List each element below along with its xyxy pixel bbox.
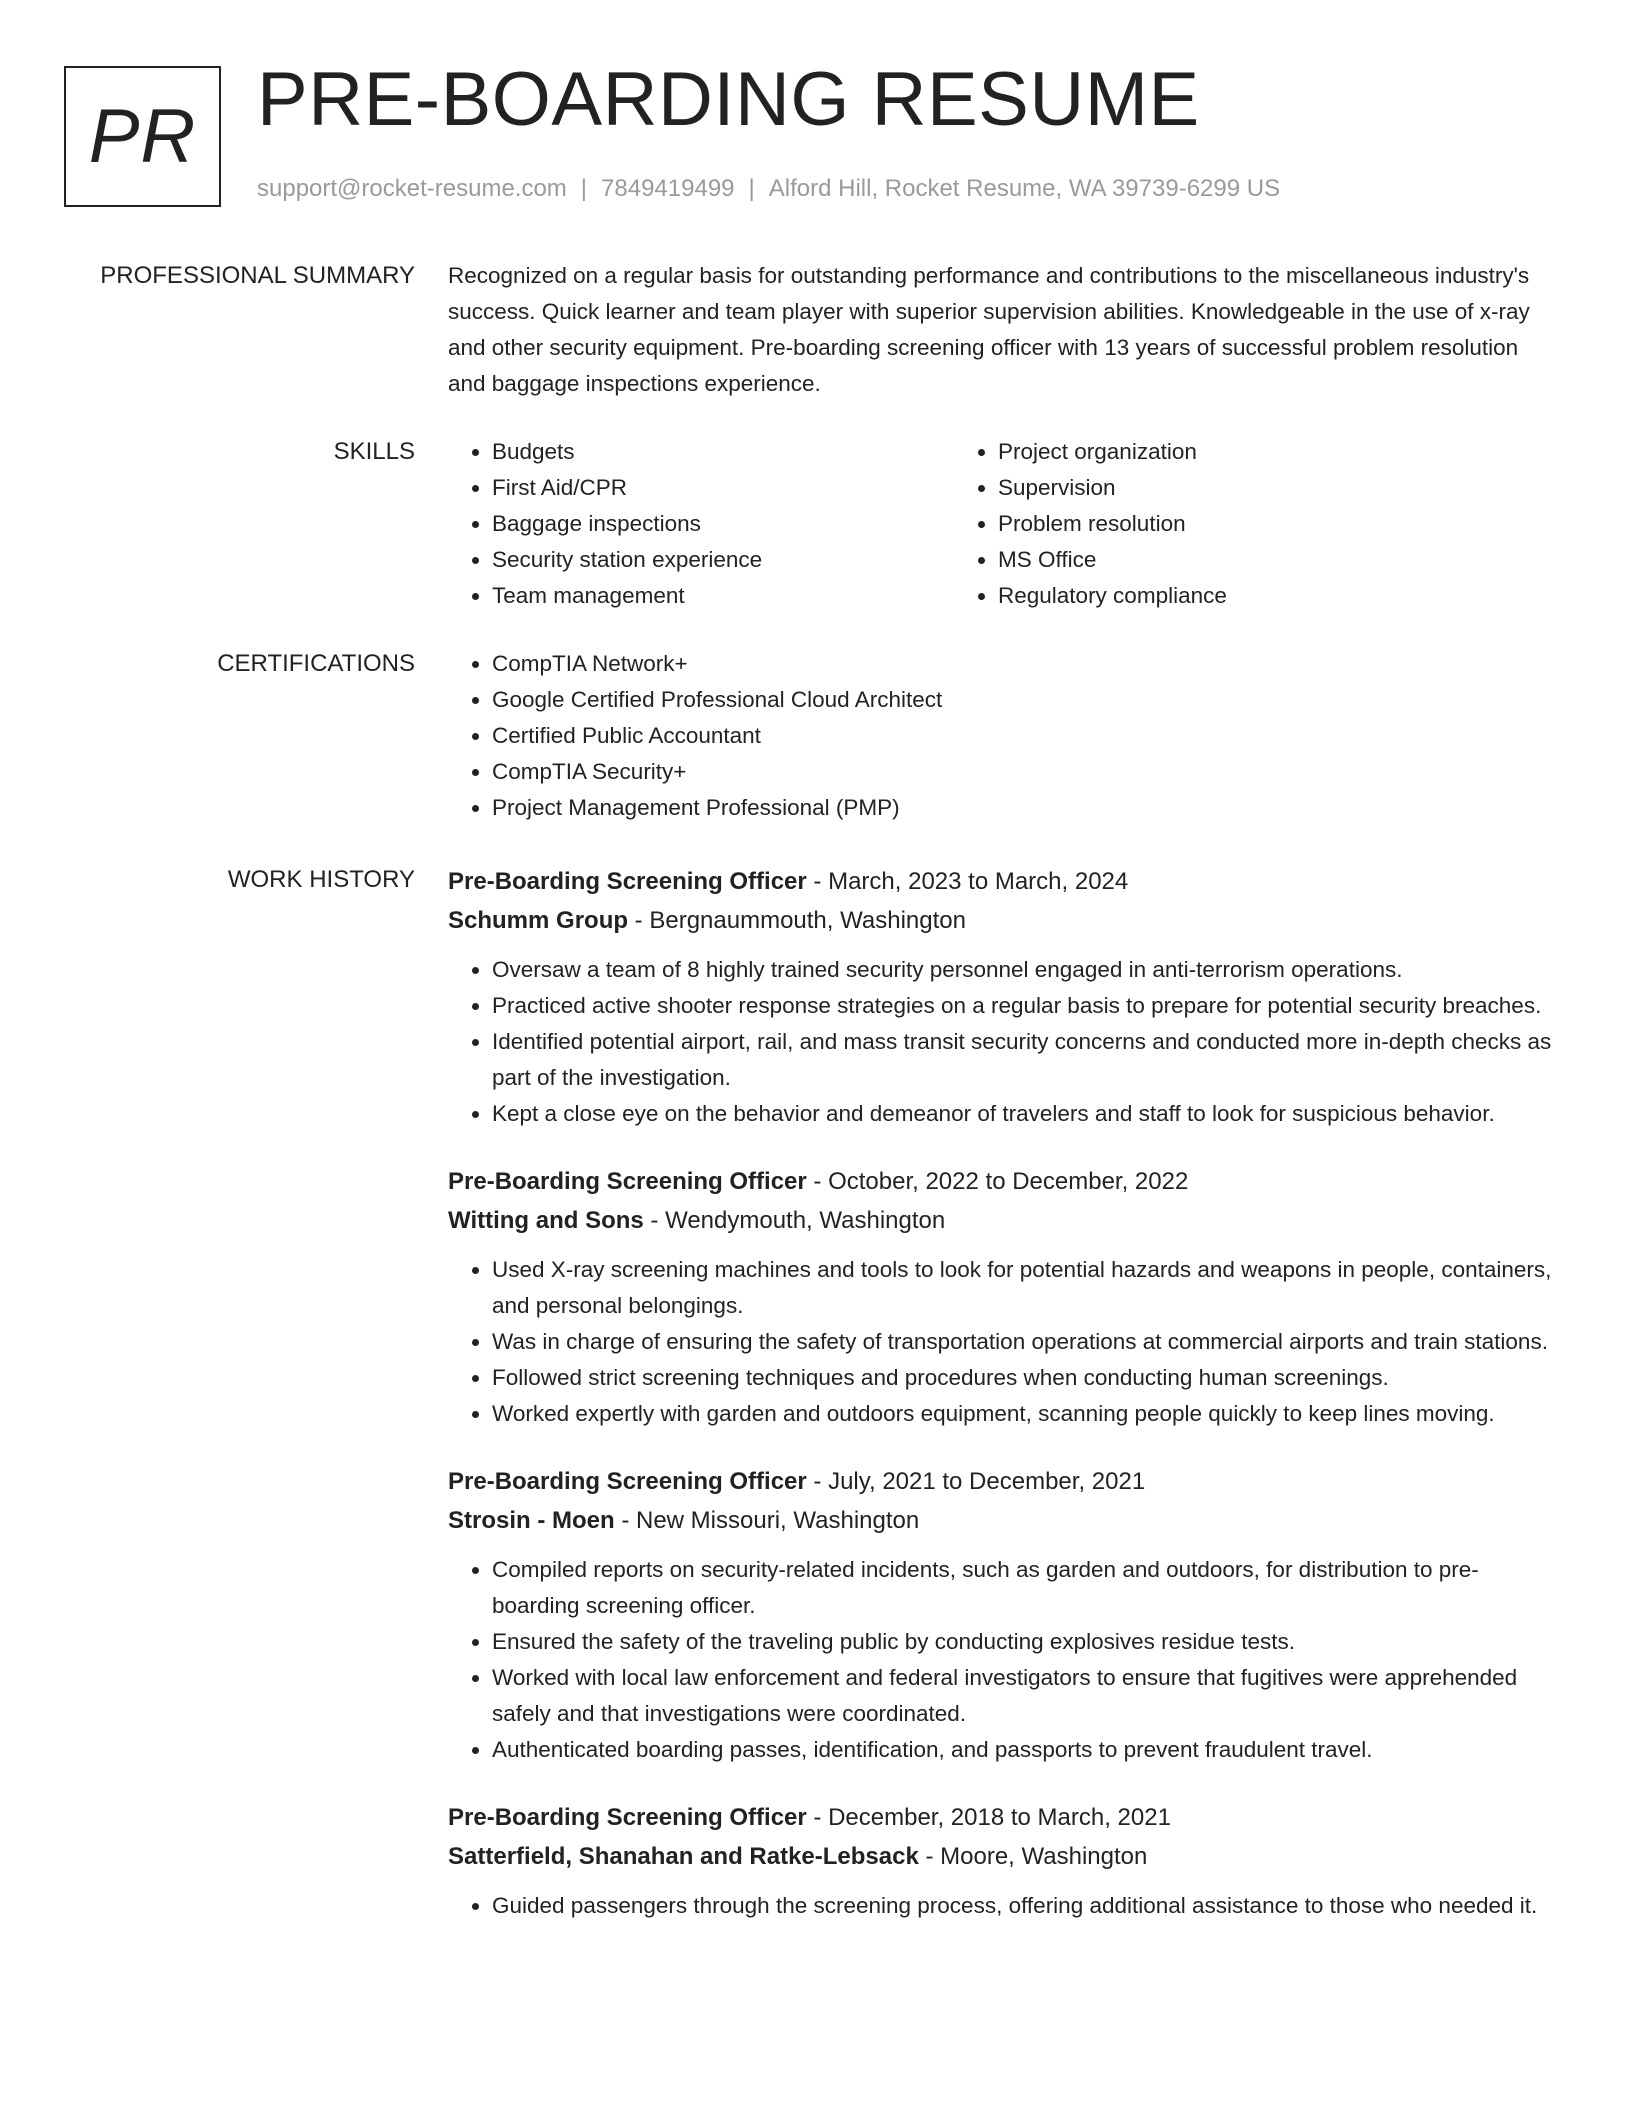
job-duty: • Guided passengers through the screening process, offering additional assistance to those who needed it. [492, 1888, 1558, 1924]
certifications-list [448, 646, 1558, 826]
job-company-line [448, 1201, 1558, 1240]
job-duty: • Oversaw a team of 8 highly trained security personnel engaged in anti-terrorism operations. [492, 952, 1558, 988]
job-company: Witting and Sons [448, 1207, 644, 1234]
summary-body [448, 258, 1558, 402]
job-duty: • Worked expertly with garden and outdoors equipment, scanning people quickly to keep lines moving. [492, 1396, 1558, 1432]
job-title: Pre-Boarding Screening Officer [448, 1468, 807, 1495]
contact-email: support@rocket-resume.com [257, 175, 567, 202]
skill-item: • First Aid/CPR [492, 470, 954, 506]
certification-item: • Project Management Professional (PMP) [492, 790, 1558, 826]
job-dates: - December, 2018 to March, 2021 [806, 1804, 1171, 1831]
certifications-body [448, 646, 1558, 826]
certifications-heading: CERTIFICATIONS [217, 650, 415, 677]
job-duty: • Compiled reports on security-related incidents, such as garden and outdoors, for distribution to pre-boarding screening officer. [492, 1552, 1558, 1624]
job-duties-list [448, 1888, 1558, 1924]
certification-item: • CompTIA Security+ [492, 754, 1558, 790]
job-entry [448, 1798, 1558, 1924]
job-duties-list [448, 952, 1558, 1132]
skill-item: • Budgets [492, 434, 954, 470]
job-title: Pre-Boarding Screening Officer [448, 1168, 807, 1195]
job-company: Schumm Group [448, 907, 629, 934]
skill-item: • Baggage inspections [492, 506, 954, 542]
job-duty: • Kept a close eye on the behavior and demeanor of travelers and staff to look for suspicious behavior. [492, 1096, 1558, 1132]
contact-separator: | [580, 175, 588, 202]
job-location: - Bergnaummouth, Washington [628, 907, 966, 934]
skill-item: • Security station experience [492, 542, 954, 578]
certification-item: • Certified Public Accountant [492, 718, 1558, 754]
monogram-badge: PR [64, 66, 221, 207]
job-duty: • Identified potential airport, rail, and mass transit security concerns and conducted more in-depth checks as part of the investigation. [492, 1024, 1558, 1096]
job-title: Pre-Boarding Screening Officer [448, 1804, 807, 1831]
certification-item: • CompTIA Network+ [492, 646, 1558, 682]
job-title-line [448, 1798, 1558, 1837]
skill-item: • Supervision [998, 470, 1460, 506]
job-dates: - March, 2023 to March, 2024 [806, 868, 1129, 895]
job-title-line [448, 1462, 1558, 1501]
contact-separator: | [748, 175, 755, 202]
job-duty: • Followed strict screening techniques and procedures when conducting human screenings. [492, 1360, 1558, 1396]
resume-title: PRE-BOARDING RESUME [257, 57, 1200, 142]
skills-list-right [954, 434, 1460, 614]
job-duty: • Practiced active shooter response strategies on a regular basis to prepare for potential security breaches. [492, 988, 1558, 1024]
job-location: - New Missouri, Washington [614, 1507, 920, 1534]
job-entry [448, 1162, 1558, 1432]
job-duty: • Used X-ray screening machines and tools to look for potential hazards and weapons in people, containers, and personal belongings. [492, 1252, 1558, 1324]
skill-item: • Problem resolution [998, 506, 1460, 542]
job-title-line [448, 862, 1558, 901]
job-duties-list [448, 1552, 1558, 1768]
job-entry [448, 862, 1558, 1132]
job-duty: • Was in charge of ensuring the safety of transportation operations at commercial airports and train stations. [492, 1324, 1558, 1360]
job-dates: - October, 2022 to December, 2022 [806, 1168, 1189, 1195]
work-history-heading: WORK HISTORY [227, 866, 415, 893]
job-company-line [448, 1837, 1558, 1876]
contact-line [257, 175, 1280, 203]
skills-body [448, 434, 1558, 614]
job-entry [448, 1462, 1558, 1768]
job-company-line [448, 901, 1558, 940]
job-duty: • Ensured the safety of the traveling public by conducting explosives residue tests. [492, 1624, 1558, 1660]
job-location: - Wendymouth, Washington [643, 1207, 946, 1234]
job-duties-list [448, 1252, 1558, 1432]
contact-phone: 7849419499 [601, 175, 735, 202]
job-title: Pre-Boarding Screening Officer [448, 868, 807, 895]
job-company-line [448, 1501, 1558, 1540]
summary-text: Recognized on a regular basis for outstanding performance and contributions to the miscellaneous industry's success. Quick learner and team player with superior supervision abilities. Knowledgeable in the use of x-ray and other security equipment. Pre-boarding screening officer with 13 years of successful problem resolution and baggage inspections experience. [448, 263, 1530, 396]
certification-item: • Google Certified Professional Cloud Architect [492, 682, 1558, 718]
skills-list-left [448, 434, 954, 614]
skill-item: • Project organization [998, 434, 1460, 470]
contact-address: Alford Hill, Rocket Resume, WA 39739-6299 US [768, 175, 1281, 202]
skill-item: • MS Office [998, 542, 1460, 578]
skills-heading: SKILLS [333, 438, 415, 465]
summary-heading: PROFESSIONAL SUMMARY [100, 262, 415, 289]
job-duty: • Authenticated boarding passes, identification, and passports to prevent fraudulent travel. [492, 1732, 1558, 1768]
skill-item: • Team management [492, 578, 954, 614]
work-history-body [448, 862, 1558, 1954]
skill-item: • Regulatory compliance [998, 578, 1460, 614]
job-duty: • Worked with local law enforcement and federal investigators to ensure that fugitives were apprehended safely and that investigations were coordinated. [492, 1660, 1558, 1732]
job-location: - Moore, Washington [918, 1843, 1148, 1870]
job-title-line [448, 1162, 1558, 1201]
job-dates: - July, 2021 to December, 2021 [806, 1468, 1146, 1495]
job-company: Satterfield, Shanahan and Ratke-Lebsack [448, 1843, 919, 1870]
job-company: Strosin - Moen [448, 1507, 615, 1534]
